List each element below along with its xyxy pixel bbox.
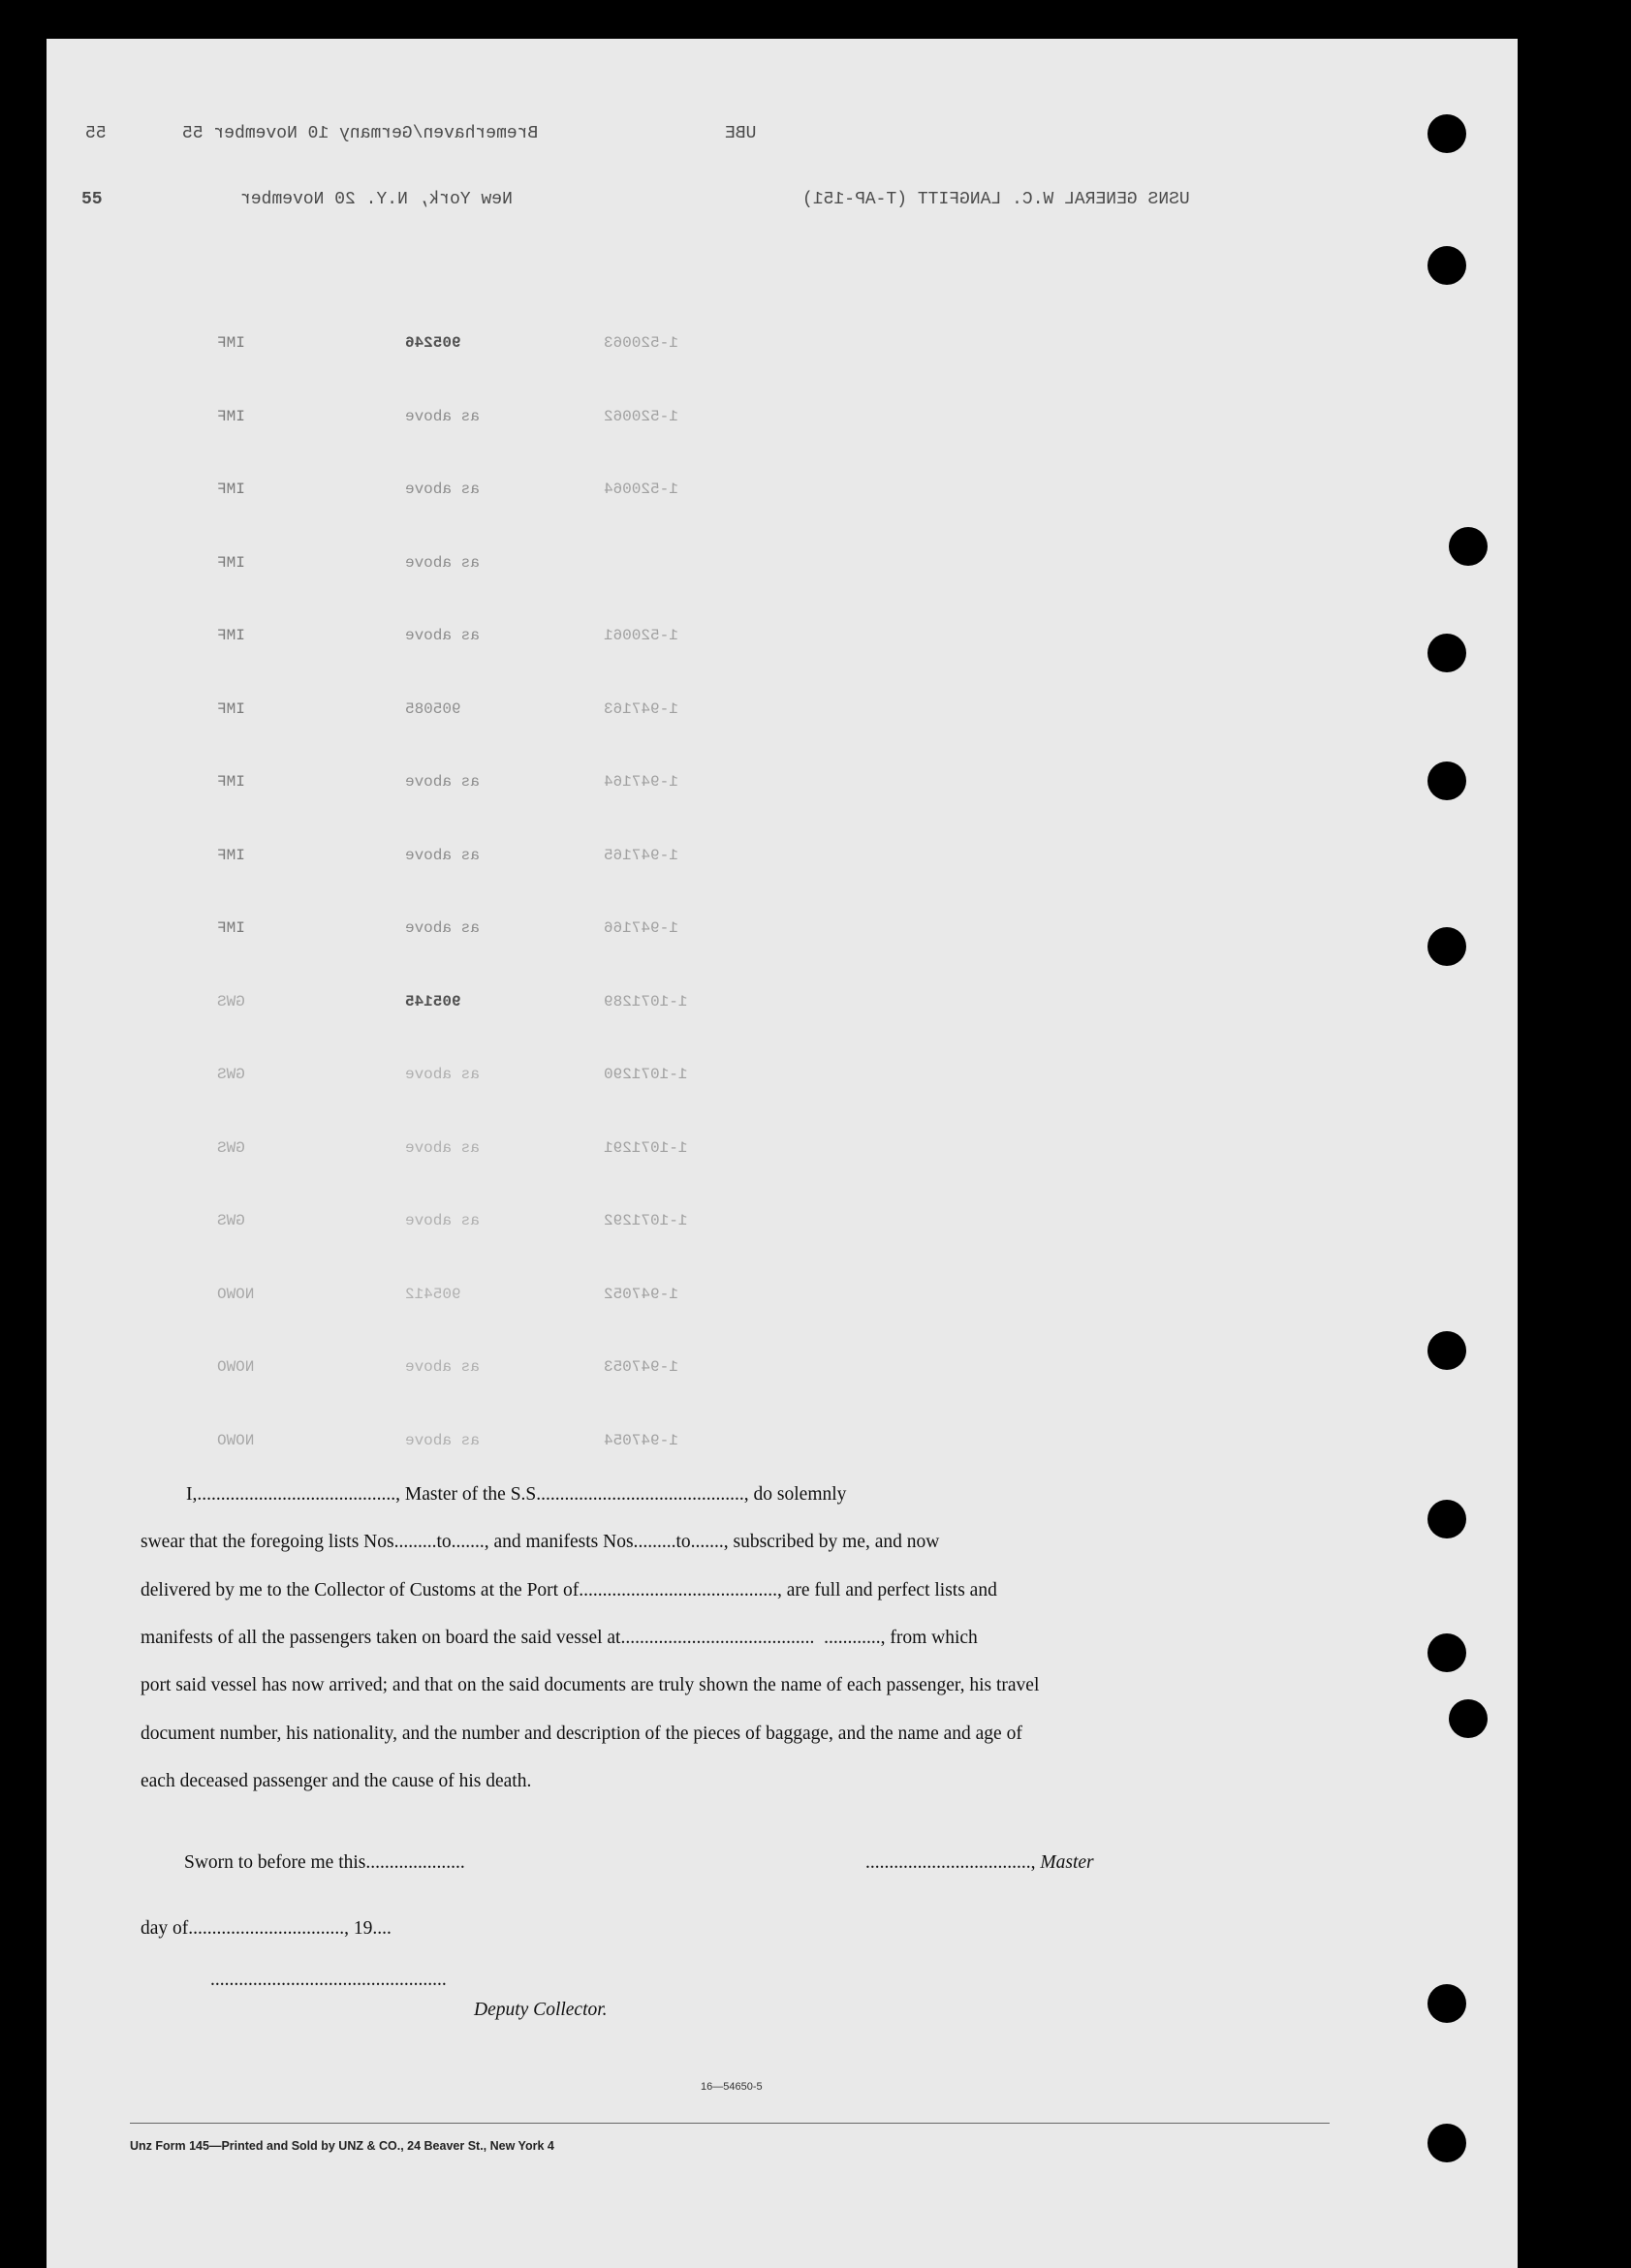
bleed-page-number: 55 <box>85 124 107 143</box>
bleed-row-status: GWS <box>217 1139 245 1157</box>
bleed-row-status: NOWO <box>217 1432 255 1449</box>
declaration-line-7: each deceased passenger and the cause of his death. <box>141 1771 532 1791</box>
bleed-row-code: as above <box>405 627 480 644</box>
punch-hole <box>1427 1984 1466 2023</box>
bleed-row-doc: 1-947054 <box>604 1432 678 1449</box>
bleed-row-status: NOWO <box>217 1358 255 1376</box>
declaration-line-2: swear that the foregoing lists Nos.........to......., and manifests Nos.........to......., subscribed by me, and now <box>141 1532 940 1552</box>
bleed-row-doc: 1-520061 <box>604 627 678 644</box>
declaration-line-4: manifests of all the passengers taken on board the said vessel at......................................... ............, from which <box>141 1628 978 1648</box>
bleed-ship-line: USNS GENERAL W.C. LANGFITT (T-AP-151) <box>802 190 1190 209</box>
punch-hole <box>1427 2124 1466 2162</box>
bleed-row-status: IMF <box>217 481 245 498</box>
bleed-row-code: as above <box>405 1212 480 1229</box>
footer-rule <box>130 2123 1330 2124</box>
bleed-row-status: GWS <box>217 1212 245 1229</box>
bleed-row-doc: 1-520063 <box>604 334 678 352</box>
bleed-row-code: as above <box>405 1358 480 1376</box>
bleed-row-code: as above <box>405 481 480 498</box>
bleed-row-code: as above <box>405 1066 480 1083</box>
bleed-row-code: as above <box>405 1432 480 1449</box>
bleed-row-doc: 1-947052 <box>604 1286 678 1303</box>
bleed-port-fragment: UBE <box>725 124 757 143</box>
bleed-row-status: IMF <box>217 773 245 791</box>
bleed-row-code: as above <box>405 554 480 572</box>
bleed-row-code: as above <box>405 847 480 864</box>
bleed-row-doc: 1-1071290 <box>604 1066 688 1083</box>
punch-hole <box>1427 634 1466 672</box>
bleed-row-status: GWS <box>217 993 245 1010</box>
bleed-row-code: 905085 <box>405 700 461 718</box>
bleed-row-doc: 1-1071292 <box>604 1212 688 1229</box>
bleed-row-status: GWS <box>217 1066 245 1083</box>
bleed-row-code: 905412 <box>405 1286 461 1303</box>
bleed-row-status: IMF <box>217 408 245 425</box>
bleed-row-status: IMF <box>217 334 245 352</box>
manifest-page <box>47 39 1518 2268</box>
declaration-line-6: document number, his nationality, and the number and description of the pieces of baggage, and the name and age of <box>141 1724 1022 1744</box>
declaration-line-1: I,.........................................., Master of the S.S............................................, do solemnly <box>186 1484 847 1505</box>
bleed-row-code: as above <box>405 773 480 791</box>
punch-hole <box>1449 1699 1488 1738</box>
punch-hole <box>1427 246 1466 285</box>
punch-hole <box>1427 761 1466 800</box>
punch-hole <box>1449 527 1488 566</box>
bleed-row-doc: 1-947164 <box>604 773 678 791</box>
bleed-row-doc: 1-947053 <box>604 1358 678 1376</box>
deputy-signature-dots: .................................................. <box>210 1970 447 1990</box>
punch-hole <box>1427 927 1466 966</box>
bleed-row-doc: 1-947165 <box>604 847 678 864</box>
bleed-row-code: 905246 <box>405 334 461 352</box>
bleed-row-code: as above <box>405 408 480 425</box>
punch-hole <box>1427 1500 1466 1538</box>
bleed-page-number-right: 55 <box>81 190 103 209</box>
punch-hole <box>1427 114 1466 153</box>
bleed-row-code: 905145 <box>405 993 461 1010</box>
sworn-label: Sworn to before me this..................... <box>184 1852 465 1873</box>
bleed-port-line: Bremerhaven/Germany 10 November 55 <box>182 124 539 143</box>
declaration-line-3: delivered by me to the Collector of Customs at the Port of.........................................., are full and perfect lists and <box>141 1580 997 1600</box>
punch-hole <box>1427 1633 1466 1672</box>
declaration-line-5: port said vessel has now arrived; and that on the said documents are truly shown the name of each passenger, his travel <box>141 1675 1040 1695</box>
bleed-row-code: as above <box>405 919 480 937</box>
deputy-collector-label: Deputy Collector. <box>474 2000 608 2020</box>
bleed-row-doc: 1-1071289 <box>604 993 688 1010</box>
bleed-row-status: IMF <box>217 919 245 937</box>
printer-footer: Unz Form 145—Printed and Sold by UNZ & CO., 24 Beaver St., New York 4 <box>130 2139 554 2153</box>
bleed-row-status: IMF <box>217 554 245 572</box>
form-code: 16—54650-5 <box>701 2081 763 2093</box>
bleed-arrival-line: New York, N.Y. 20 November <box>240 190 513 209</box>
bleed-row-status: IMF <box>217 700 245 718</box>
bleed-row-doc: 1-947166 <box>604 919 678 937</box>
bleed-row-status: IMF <box>217 627 245 644</box>
bleed-row-status: NOWO <box>217 1286 255 1303</box>
bleed-row-status: IMF <box>217 847 245 864</box>
bleed-row-doc: 1-520062 <box>604 408 678 425</box>
master-signature-line: ..................................., Master <box>865 1852 1094 1873</box>
bleed-row-code: as above <box>405 1139 480 1157</box>
punch-hole <box>1427 1331 1466 1370</box>
bleed-row-doc: 1-947163 <box>604 700 678 718</box>
bleed-row-doc: 1-1071291 <box>604 1139 688 1157</box>
bleed-row-doc: 1-520064 <box>604 481 678 498</box>
day-of-line: day of................................., 19.... <box>141 1918 392 1939</box>
